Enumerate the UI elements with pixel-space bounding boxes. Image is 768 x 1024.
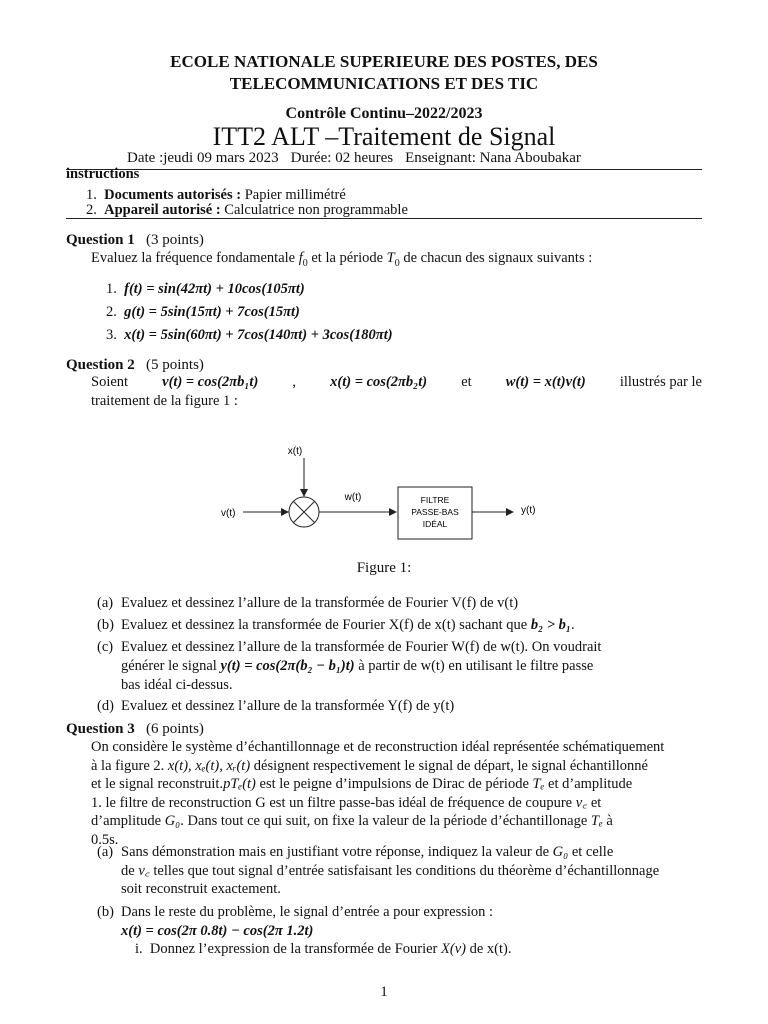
exam-type: Contrôle Continu–2022/2023 <box>285 105 483 122</box>
school-name-line1: ECOLE NATIONALE SUPERIEURE DES POSTES, DES <box>170 52 598 71</box>
exam-duration: Durée: 02 heures <box>290 150 394 166</box>
q1-intro: Evaluez la fréquence fondamentale $f_0$ et la période $T_0$ de chacun des signaux suivants : <box>91 250 593 269</box>
course-title: ITT2 ALT –Traitement de Signal <box>212 122 556 151</box>
instructions-title: instructions <box>66 166 140 182</box>
q2-part-d: (d) Evaluez et dessinez l’allure de la transformée Y(f) de y(t) <box>97 698 455 714</box>
school-name-line2: TELECOMMUNICATIONS ET DES TIC <box>229 74 539 93</box>
instruction-item: 1. Documents autorisés : Papier millimétré <box>86 187 346 203</box>
q1-signal-item: 3. x(t) = 5sin(60πt) + 7cos(140πt) + 3cos(180πt) <box>106 327 393 343</box>
page-number: 1 <box>380 984 388 1000</box>
exam-date: Date :jeudi 09 mars 2023 <box>127 150 279 166</box>
q2-heading: Question 2 (5 points) <box>66 357 204 373</box>
filter-label-line2: PASSE-BAS <box>411 507 459 517</box>
q2-intro: Soient v(t) = cos(2πb₁t) , x(t) = cos(2πb₂t) et w(t) = x(t)v(t) illustrés par le traitement de la figure 1 : <box>91 374 702 409</box>
diagram-w-label: w(t) <box>344 492 362 503</box>
q1-signal-item: 1. f(t) = sin(42πt) + 10cos(105πt) <box>106 281 305 297</box>
diagram-x-label: x(t) <box>287 446 303 457</box>
instructions-list <box>86 188 408 218</box>
q3-heading: Question 3 (6 points) <box>66 721 204 737</box>
exam-teacher: Enseignant: Nana Aboubakar <box>405 150 581 166</box>
q2-part-a: (a) Evaluez et dessinez l’allure de la transformée de Fourier V(f) de v(t) <box>97 595 519 611</box>
instruction-item: 2. Appareil autorisé : Calculatrice non programmable <box>86 202 408 218</box>
q3-part-b: (b) Dans le reste du problème, le signal d’entrée a pour expression : x(t) = cos(2π 0.8t) − cos(2π 1.2t) i. Donnez l’expression de la transformée de Fourier X(ν) de x(t). <box>97 904 512 957</box>
q3-part-a: (a) Sans démonstration mais en justifiant votre réponse, indiquez la valeur de G₀ et celle de ν꜀ telles que tout signal d’entrée satisfaisant les conditions du théorème d’échantillonnage soit reconstruit exactement. <box>97 844 660 897</box>
exam-info <box>127 150 581 167</box>
q1-signals <box>106 278 393 347</box>
filter-label-line1: FILTRE <box>420 495 450 505</box>
divider-top <box>66 169 702 170</box>
multiplier-icon <box>289 497 319 527</box>
divider-bottom <box>66 218 702 219</box>
figure-1-diagram <box>215 440 555 550</box>
figure-1-caption: Figure 1: <box>356 560 412 576</box>
q1-signal-item: 2. g(t) = 5sin(15πt) + 7cos(15πt) <box>106 304 300 320</box>
q3-part-b-i: i. Donnez l’expression de la transformée de Fourier X(ν) de x(t). <box>135 941 512 957</box>
q2-part-b: (b) Evaluez et dessinez la transformée de Fourier X(f) de x(t) sachant que b₂ > b₁. <box>97 617 575 633</box>
q1-heading: Question 1 (3 points) <box>66 232 204 248</box>
diagram-v-label: v(t) <box>221 508 236 519</box>
filter-label-line3: IDÉAL <box>422 519 448 529</box>
diagram-y-label: y(t) <box>521 505 536 516</box>
q2-part-c: (c) Evaluez et dessinez l’allure de la transformée de Fourier W(f) de w(t). On voudrait générer le signal y(t) = cos(2π(b₂ − b₁)t) à partir de w(t) en utilisant le filtre passe bas idéal ci-dessus. <box>97 639 602 693</box>
q3-intro: On considère le système d’échantillonnage et de reconstruction idéal représentée schématiquement à la figure 2. x(t), xₑ(t), xᵣ(t) désignent respectivement le signal de départ, le signal échantillonné et le signal reconstruit.pTₑ(t) est le peigne d’impulsions de Dirac de période Tₑ et d’amplitude 1. le filtre de reconstruction G est un filtre passe-bas idéal de fréquence de coupure ν꜀ et d’amplitude G₀. Dans tout ce qui suit, on fixe la valeur de la période d’échantillonage Tₑ à 0.5s. <box>91 739 665 848</box>
